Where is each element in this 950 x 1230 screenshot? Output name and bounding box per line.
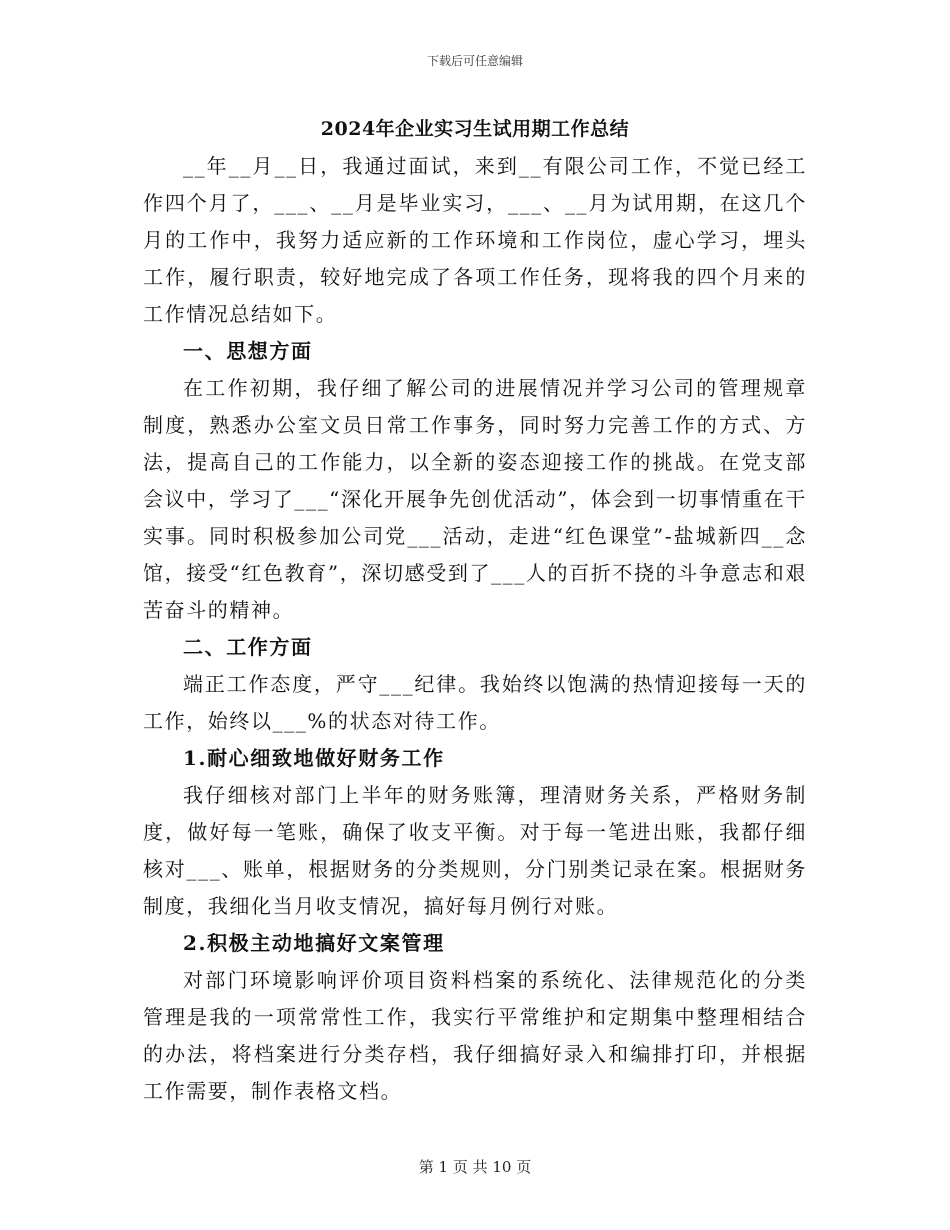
header-note: 下载后可任意编辑 — [426, 54, 523, 68]
subsection-heading-finance: 1.耐心细致地做好财务工作 — [183, 746, 445, 770]
section-body-thought: 在工作初期，我仔细了解公司的进展情况并学习公司的管理规章制度，熟悉办公室文员日常工作事务，同时努力完善工作的方式、方法，提高自己的工作能力，以全新的姿态迎接工作的挑战。在党支部会议中，学习了___“深化开展争先创优活动”，体会到一切事情重在干实事。同时积极参加公司党___活动，走进“红色课堂”-盐城新四__念馆，接受“红色教育”，深切感受到了___人的百折不挠的斗争意志和艰苦奋斗的精神。 — [143, 376, 807, 622]
page-number: 第 1 页 共 10 页 — [418, 1158, 532, 1176]
section-body-work: 端正工作态度，严守___纪律。我始终以饱满的热情迎接每一天的工作，始终以___%的状态对待工作。 — [143, 672, 807, 733]
section-heading-thought: 一、思想方面 — [183, 339, 313, 363]
section-heading-work: 二、工作方面 — [183, 635, 313, 659]
subsection-body-finance: 我仔细核对部门上半年的财务账簿，理清财务关系，严格财务制度，做好每一笔账，确保了收支平衡。对于每一笔进出账，我都仔细核对___、账单，根据财务的分类规则，分门别类记录在案。根据财务制度，我细化当月收支情况，搞好每月例行对账。 — [143, 783, 807, 918]
subsection-heading-archive: 2.积极主动地搞好文案管理 — [183, 931, 445, 955]
subsection-body-archive: 对部门环境影响评价项目资料档案的系统化、法律规范化的分类管理是我的一项常常性工作，我实行平常维护和定期集中整理相结合的办法，将档案进行分类存档，我仔细搞好录入和编排打印，并根据工作需要，制作表格文档。 — [143, 968, 807, 1103]
intro-paragraph: __年__月__日，我通过面试，来到__有限公司工作，不觉已经工作四个月了，___、__月是毕业实习，___、__月为试用期，在这几个月的工作中，我努力适应新的工作环境和工作岗位，虚心学习，埋头工作，履行职责，较好地完成了各项工作任务，现将我的四个月来的工作情况总结如下。 — [143, 154, 807, 326]
document-title: 2024年企业实习生试用期工作总结 — [320, 118, 630, 140]
document-body — [143, 148, 807, 1110]
